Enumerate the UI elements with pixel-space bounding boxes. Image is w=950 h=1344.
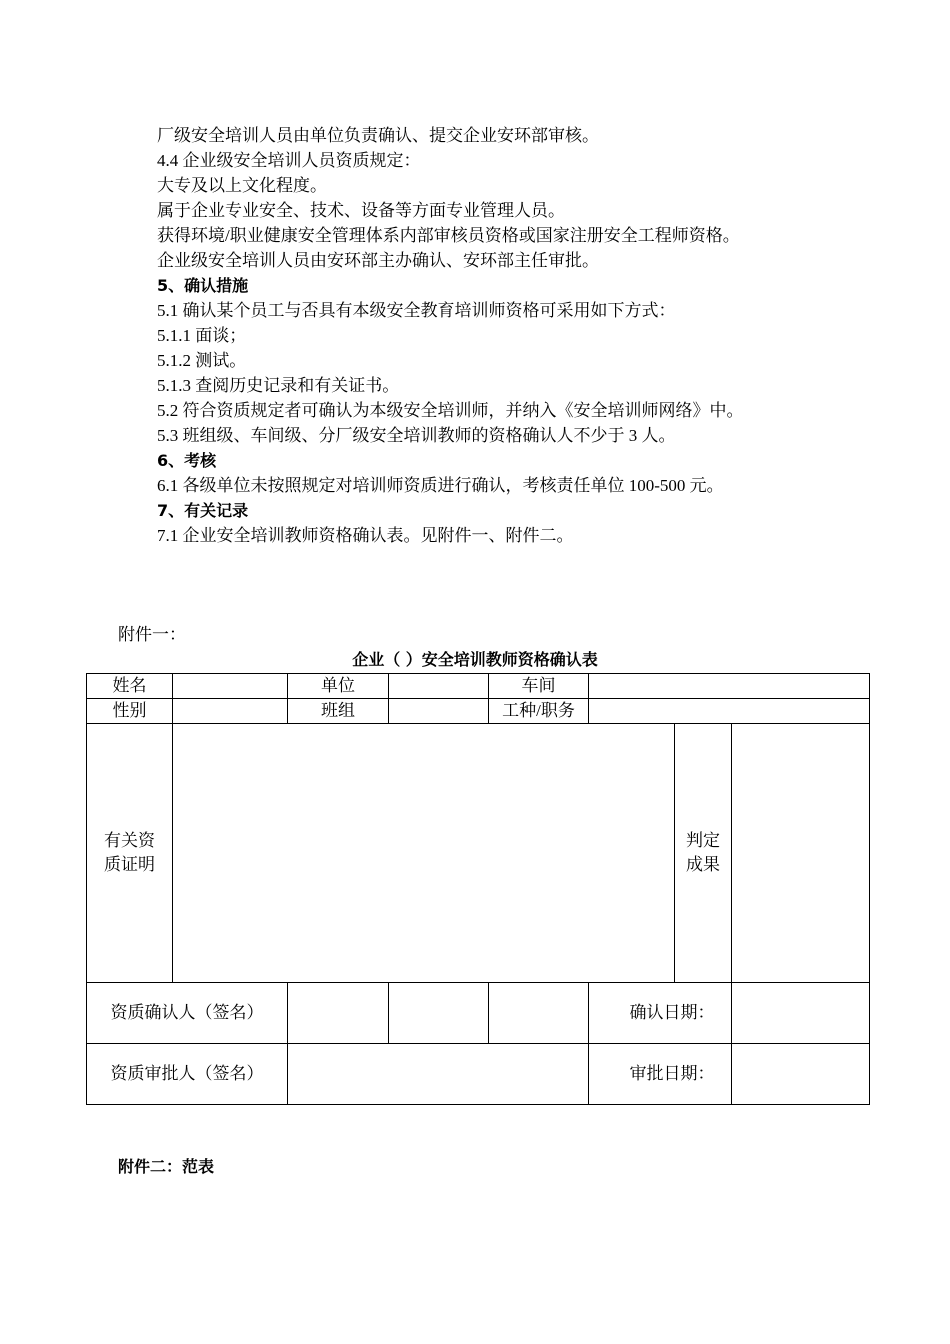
- approver-sign-cell[interactable]: [288, 1044, 589, 1105]
- qualification-proof-line-2: 质证明: [104, 855, 155, 874]
- workshop-value-cell[interactable]: [589, 674, 870, 699]
- confirmer-sign-cell-3[interactable]: [489, 983, 589, 1044]
- form-row-1: [87, 674, 870, 699]
- name-value-cell[interactable]: [173, 674, 288, 699]
- job-value-cell[interactable]: [589, 699, 870, 724]
- approve-date-cell[interactable]: [732, 1044, 870, 1105]
- body-line: 5.1 确认某个员工与否具有本级安全教育培训师资格可采用如下方式：: [157, 301, 676, 320]
- form-title: 企业（ ）安全培训教师资格确认表: [352, 650, 598, 669]
- body-line: 5.2 符合资质规定者可确认为本级安全培训师，并纳入《安全培训师网络》中。: [157, 401, 744, 420]
- body-line: 属于企业专业安全、技术、设备等方面专业管理人员。: [157, 201, 565, 220]
- confirmer-label: 资质确认人（签名）: [87, 983, 288, 1044]
- body-line: 5.3 班组级、车间级、分厂级安全培训教师的资格确认人不少于 3 人。: [157, 426, 676, 445]
- qualification-form-table: [86, 673, 870, 1105]
- qualification-proof-label: [87, 724, 173, 983]
- body-line: 大专及以上文化程度。: [157, 176, 327, 195]
- result-line-2: 成果: [686, 855, 720, 874]
- body-line: 7.1 企业安全培训教师资格确认表。见附件一、附件二。: [157, 526, 574, 545]
- body-line: 5.1.2 测试。: [157, 351, 247, 370]
- team-value-cell[interactable]: [389, 699, 489, 724]
- workshop-label: 车间: [489, 674, 589, 699]
- job-label: 工种/职务: [489, 699, 589, 724]
- attachment2-label: 附件二：范表: [118, 1157, 215, 1176]
- form-row-5: [87, 1044, 870, 1105]
- qualification-proof-cell[interactable]: [173, 724, 675, 983]
- form-row-4: [87, 983, 870, 1044]
- approver-label: 资质审批人（签名）: [87, 1044, 288, 1105]
- attachment1-label: 附件一：: [118, 625, 186, 644]
- confirmer-sign-cell-2[interactable]: [389, 983, 489, 1044]
- section-heading: 5、确认措施: [157, 276, 249, 295]
- section-heading: 6、考核: [157, 451, 217, 470]
- confirm-date-label: 确认日期：: [589, 983, 732, 1044]
- result-label: [675, 724, 732, 983]
- confirm-date-cell[interactable]: [732, 983, 870, 1044]
- result-line-1: 判定: [686, 831, 720, 850]
- body-line: 5.1.3 查阅历史记录和有关证书。: [157, 376, 400, 395]
- body-line: 6.1 各级单位未按照规定对培训师资质进行确认，考核责任单位 100-500 元。: [157, 476, 724, 495]
- gender-label: 性别: [87, 699, 173, 724]
- approve-date-label: 审批日期：: [589, 1044, 732, 1105]
- name-label: 姓名: [87, 674, 173, 699]
- gender-value-cell[interactable]: [173, 699, 288, 724]
- form-row-2: [87, 699, 870, 724]
- section-heading: 7、有关记录: [157, 501, 249, 520]
- body-line: 5.1.1 面谈；: [157, 326, 247, 345]
- unit-label: 单位: [288, 674, 389, 699]
- body-line: 4.4 企业级安全培训人员资质规定：: [157, 151, 421, 170]
- form-row-3: [87, 724, 870, 983]
- team-label: 班组: [288, 699, 389, 724]
- body-line: 企业级安全培训人员由安环部主办确认、安环部主任审批。: [157, 251, 599, 270]
- result-value-cell[interactable]: [732, 724, 870, 983]
- qualification-proof-line-1: 有关资: [104, 831, 155, 850]
- body-line: 获得环境/职业健康安全管理体系内部审核员资格或国家注册安全工程师资格。: [157, 226, 740, 245]
- confirmer-sign-cell-1[interactable]: [288, 983, 389, 1044]
- unit-value-cell[interactable]: [389, 674, 489, 699]
- body-line: 厂级安全培训人员由单位负责确认、提交企业安环部审核。: [157, 126, 599, 145]
